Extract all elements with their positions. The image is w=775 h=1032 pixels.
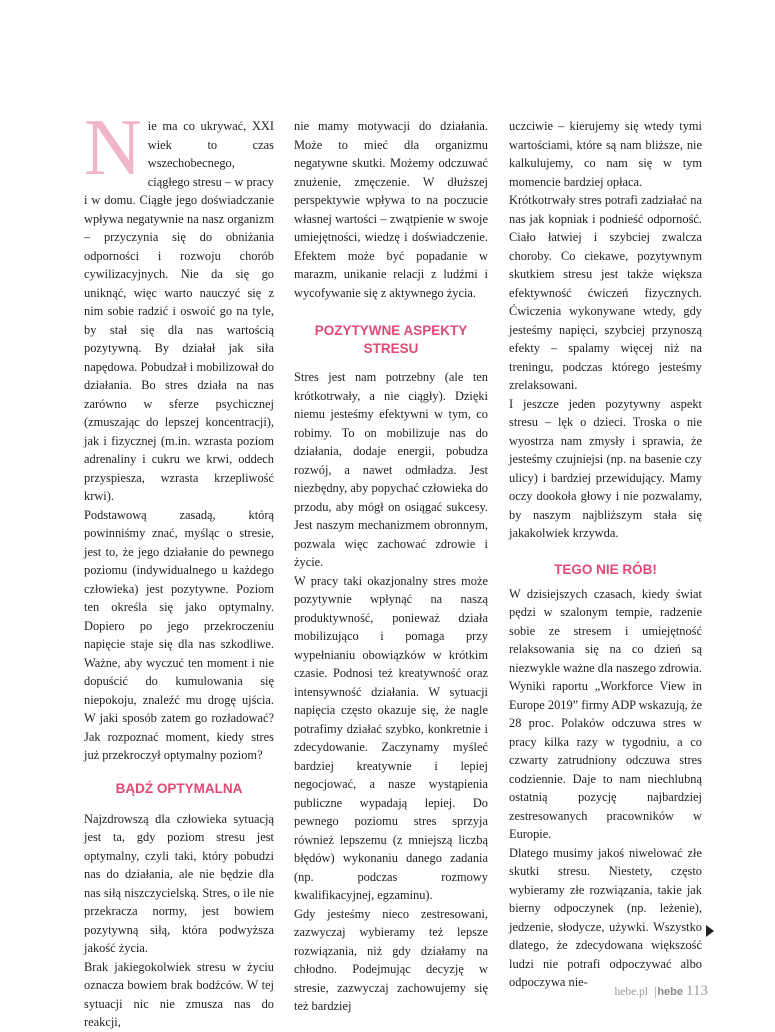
paragraph: Gdy jesteśmy nieco zestresowani, zazwyczaj wybieramy też lepsze rozwiązania, niż gdy działamy na chłodno. Podejmując decyzję w stresie, zazwyczaj zachowujemy się też bardziej (294, 906, 488, 1013)
paragraph: nie mamy motywacji do działania. Może to mieć dla organizmu negatywne skutki. Możemy odczuwać znużenie, zmęczenie. W dłuższej perspektywie wpływa to na poczucie własnej wartości – zwątpienie w swoje umiejętności, wiedzę i doświadczenie. Efektem może być popadanie w marazm, unikanie relacji z ludźmi i wycofywanie się z aktywnego życia. (294, 119, 488, 300)
paragraph: uczciwie – kierujemy się wtedy tymi wartościami, które są nam bliższe, nie kalkulujemy, co nam się w tym momencie bardziej opłaca. (509, 119, 702, 189)
paragraph: W dzisiejszych czasach, kiedy świat pędzi w szalonym tempie, radzenie sobie ze stresem i umiejętność relaksowania się na co dzień są niezwykle ważne dla naszego zdrowia. Wyniki raportu „Workforce View in Europe 2019” firmy ADP wskazują, że 28 proc. Polaków odczuwa stres w pracy kilka razy w tygodniu, a co czwarty zatrudniony odczuwa stres codziennie. Daje to nam niechlubną ostatnią pozycję najbardziej zestresowanych pracowników w Europie. (509, 586, 702, 841)
intro-paragraph: ie ma co ukrywać, XXI wiek to czas wszechobecnego, ciągłego stresu – w pracy i w domu. Ciągłe jego doświadczanie wpływa negatywnie na nasz organizm – przyczynia się do obniżania odporności i rozwoju chorób cywilizacyjnych. Nie da się go uniknąć, więc warto nauczyć się z nim sobie radzić i oswoić go na tyle, by stał się dla nas wartością pozytywną. By działał jak siła napędowa. Pobudzał i mobilizował do działania. Bo stres działa na nas zarówno w sferze psychicznej (zmuszając do lepszej koncentracji), jak i fizycznej (m.in. wzrasta poziom adrenaliny i cukru we krwi, oddech przyspiesza, wzrasta krzepliwość krwi). (84, 119, 274, 503)
paragraph: Podstawową zasadą, którą powinniśmy znać, myśląc o stresie, jest to, że jego działanie do pewnego poziomu (indywidualnego u każdego człowieka) jest pozytywne. Poziom ten określa się jako optymalny. Dopiero po jego przekroczeniu napięcie staje się dla nas szkodliwe. Ważne, aby wyczuć ten moment i nie dopuścić do kumulowania się niepokoju, znaleźć mu drogę ujścia. W jaki sposób zatem go rozładować? Jak rozpoznać moment, kiedy stres już przekroczył optymalny poziom? (84, 507, 274, 762)
drop-cap: N (84, 104, 142, 192)
paragraph: Dlatego musimy jakoś niwelować złe skutki stresu. Niestety, często wybieramy złe rozwiązania, takie jak bierny odpoczynek (np. leżenie), jedzenie, słodycze, używki. Wszystko dlatego, że zdecydowana większość ludzi nie potrafi odpoczywać albo odpoczywa nie- (509, 845, 702, 989)
continue-arrow-icon (706, 925, 714, 937)
footer-divider (655, 987, 656, 998)
footer-brand-logo: hebe (657, 986, 683, 998)
paragraph: I jeszcze jeden pozytywny aspekt stresu – lęk o dzieci. Troska o nie wyostrza nam zmysły i sprawia, że jesteśmy czujniejsi (np. na basenie czy ulicy) i bardziej przewidujący. Mamy oczy dookoła głowy i nie pozwalamy, by naszym najbliższym stała się jakakolwiek krzywda. (509, 396, 702, 540)
footer-url: hebe.pl (614, 986, 648, 998)
paragraph: Brak jakiegokolwiek stresu w życiu oznacza bowiem brak bodźców. W tej sytuacji nic nie zmusza nas do reakcji, (84, 959, 274, 1029)
column-3 (509, 117, 702, 992)
paragraph: Krótkotrwały stres potrafi zadziałać na nas jak kopniak i podnieść odporność. Ciało łatwiej i szybciej zwalcza choroby. Co ciekawe, pozytywnym skutkiem stresu jest także większa efektywność ćwiczeń fizycznych. Ćwiczenia wykonywane wtedy, gdy jesteśmy napięci, szybciej przynoszą efekty – spalamy więcej niż na treningu, podczas którego jesteśmy zrelaksowani. (509, 193, 702, 392)
page-number: 113 (686, 983, 708, 999)
paragraph: Stres jest nam potrzebny (ale ten krótkotrwały, a nie ciągły). Dzięki niemu jesteśmy efektywni w tym, co robimy. To on mobilizuje nas do działania, dodaje energii, pobudza rozwój, a nawet odmładza. Jest niezbędny, aby popychać człowieka do przodu, aby mógł on osiągać sukcesy. Jest naszym mechanizmem obronnym, pozwala więc zachować zdrowie i życie. (294, 370, 488, 569)
section-heading: POZYTYWNE ASPEKTY STRESU (314, 323, 468, 356)
column-2 (294, 117, 488, 1016)
paragraph: W pracy taki okazjonalny stres może pozytywnie wpłynąć na naszą produktywność, ponieważ działa mobilizująco i pomaga przy wypełnianiu obowiązków w krótkim czasie. Podnosi też kreatywność oraz intensywność działania. W sytuacji napięcia często okazuje się, że nagle potrafimy działać szybko, konkretnie i zdecydowanie. Zaczynamy myśleć bardziej kreatywnie i lepiej negocjować, a nasze wystąpienia publiczne wypadają lepiej. Do pewnego poziomu stres sprzyja również lepszemu (z mniejszą liczbą błędów) wykonaniu danego zadania (np. podczas rozmowy kwalifikacyjnej, egzaminu). (294, 573, 488, 902)
section-heading: BĄDŹ OPTYMALNA (115, 780, 243, 796)
column-1 (84, 104, 274, 1032)
paragraph: Najzdrowszą dla człowieka sytuacją jest ta, gdy poziom stresu jest optymalny, czyli taki, który pobudzi nas do działania, ale nie będzie dla nas siłą niszczycielską. Stres, o ile nie przekracza normy, jest bowiem pozytywną siłą, która podwyższa jakość życia. (84, 811, 274, 955)
page-footer (560, 984, 710, 1004)
section-heading: TEGO NIE RÓB! (554, 561, 657, 577)
